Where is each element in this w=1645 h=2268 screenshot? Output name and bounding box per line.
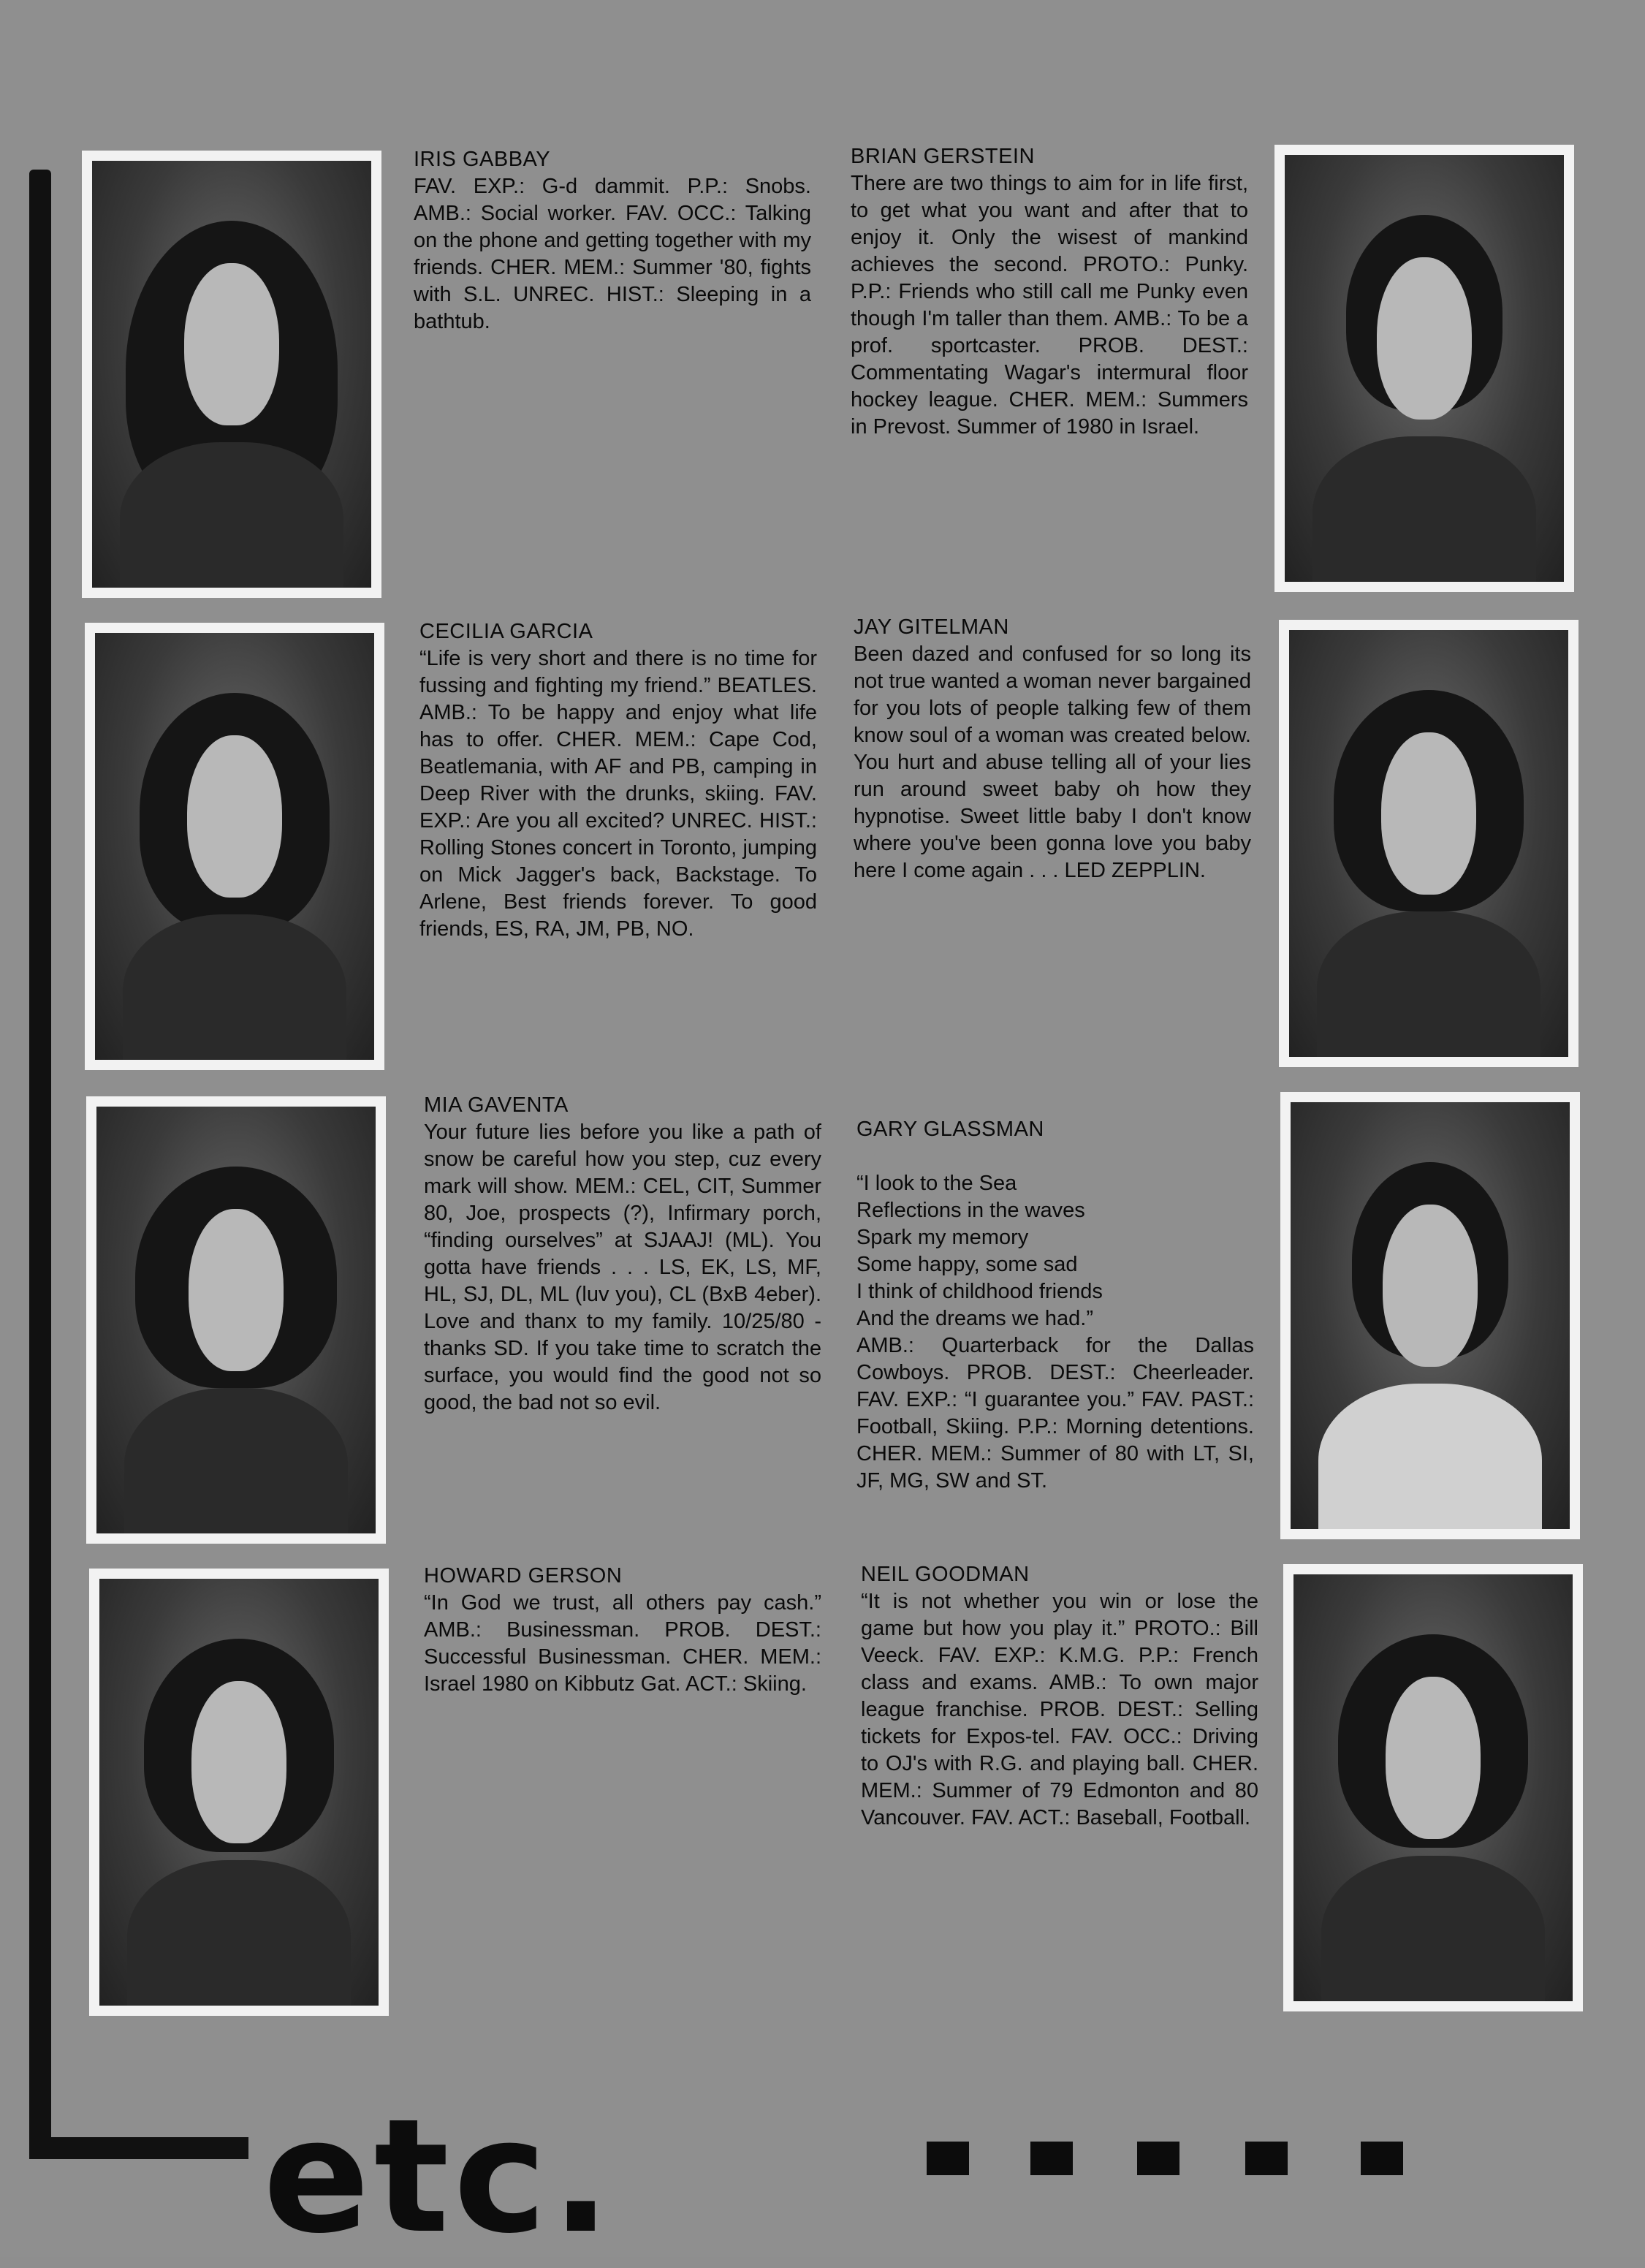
student-bio: Your future lies before you like a path of snow be careful how you step, cuz every mark will show. MEM.: CEL, CIT, Summer 80, Joe, prospects (?), Infirmary porch, “finding ourselves” at SJAAJ! (ML). You gotta have friends . . . LS, EK, LS, MF, HL, SJ, DL, ML (luv you), CL (BxB 4eber). Love and thanx to my family. 10/25/80 - thanks SD. If you take time to scratch the surface, you would find the good not so good, the bad not so evil. <box>424 1120 821 1414</box>
student-bio: “In God we trust, all others pay cash.” AMB.: Businessman. PROB. DEST.: Successful Businessman. CHER. MEM.: Israel 1980 on Kibbutz Gat. ACT.: Skiing. <box>424 1591 821 1696</box>
bio-jay-gitelman <box>854 614 1251 884</box>
ellipsis-block <box>927 2142 969 2175</box>
student-name: MIA GAVENTA <box>424 1093 569 1117</box>
portrait-photo-gary-glassman <box>1280 1092 1580 1539</box>
portrait-photo-brian-gerstein <box>1274 145 1574 592</box>
portrait-photo-cecilia-garcia <box>85 623 384 1070</box>
student-name: IRIS GABBAY <box>414 148 551 171</box>
portrait-photo-howard-gerson <box>89 1569 389 2016</box>
bio-gary-glassman <box>856 1089 1254 1522</box>
bio-cecilia-garcia <box>419 618 817 943</box>
student-bio: Been dazed and confused for so long its not true wanted a woman never bargained for you lots of people talking few of them know soul of a woman was created below. You hurt and abuse telling all of your lies run around sweet baby oh how they hypnotise. Sweet little baby I don't know where you've been gonna love you baby here I come again . . . LED ZEPPLIN. <box>854 642 1251 882</box>
ellipsis-block <box>1137 2142 1179 2175</box>
student-bio: There are two things to aim for in life first, to get what you want and after that to enjoy it. Only the wisest of mankind achieves the second. PROTO.: Punky. P.P.: Friends who still call me Punky even though I'm taller than them. AMB.: To be a prof. sportcaster. PROB. DEST.: Commentating Wagar's intermural floor hockey league. CHER. MEM.: Summers in Prevost. Summer of 1980 in Israel. <box>851 172 1248 439</box>
portrait-photo-jay-gitelman <box>1279 620 1578 1067</box>
student-name: HOWARD GERSON <box>424 1564 623 1588</box>
bio-neil-goodman <box>861 1561 1258 1832</box>
portrait-photo-iris-gabbay <box>82 151 381 598</box>
etc-heading: etc. <box>263 2085 615 2268</box>
vertical-rule <box>29 170 51 2159</box>
horizontal-rule <box>29 2137 248 2159</box>
student-name: NEIL GOODMAN <box>861 1563 1030 1586</box>
student-name: CECILIA GARCIA <box>419 620 593 643</box>
ellipsis-block <box>1245 2142 1288 2175</box>
ellipsis-block <box>1030 2142 1073 2175</box>
student-name: GARY GLASSMAN <box>856 1118 1044 1141</box>
portrait-photo-neil-goodman <box>1283 1564 1583 2011</box>
bio-iris-gabbay <box>414 146 811 335</box>
student-bio: “It is not whether you win or lose the game but how you play it.” PROTO.: Bill Veeck. FAV. EXP.: K.M.G. P.P.: French class and exams. AMB.: To own major league franchise. PROB. DEST.: Selling tickets for Expos-tel. FAV. OCC.: Driving to OJ's with R.G. and playing ball. CHER. MEM.: Summer of 79 Edmonton and 80 Vancouver. FAV. ACT.: Baseball, Football. <box>861 1590 1258 1829</box>
student-bio: FAV. EXP.: G-d dammit. P.P.: Snobs. AMB.: Social worker. FAV. OCC.: Talking on the phone and getting together with my friends. CHER. MEM.: Summer '80, fights with S.L. UNREC. HIST.: Sleeping in a bathtub. <box>414 175 811 333</box>
bio-mia-gaventa <box>424 1092 821 1416</box>
student-bio: “I look to the Sea Reflections in the waves Spark my memory Some happy, some sad I think of childhood friends And the dreams we had.” AMB.: Quarterback for the Dallas Cowboys. PROB. DEST.: Cheerleader. FAV. EXP.: “I guarantee you.” FAV. PAST.: Football, Skiing. P.P.: Morning detentions. CHER. MEM.: Summer of 80 with LT, SI, JF, MG, SW and ST. <box>856 1172 1254 1493</box>
portrait-photo-mia-gaventa <box>86 1096 386 1544</box>
bio-brian-gerstein <box>851 143 1248 441</box>
student-name: JAY GITELMAN <box>854 615 1009 639</box>
bio-howard-gerson <box>424 1563 821 1698</box>
student-bio: “Life is very short and there is no time for fussing and fighting my friend.” BEATLES. AMB.: To be happy and enjoy what life has to offer. CHER. MEM.: Cape Cod, Beatlemania, with AF and PB, camping in Deep River with the drunks, skiing. FAV. EXP.: Are you all excited? UNREC. HIST.: Rolling Stones concert in Toronto, jumping on Mick Jagger's back, Backstage. To Arlene, Best friends forever. To good friends, ES, RA, JM, PB, NO. <box>419 647 817 941</box>
student-name: BRIAN GERSTEIN <box>851 145 1035 168</box>
ellipsis-block <box>1361 2142 1403 2175</box>
